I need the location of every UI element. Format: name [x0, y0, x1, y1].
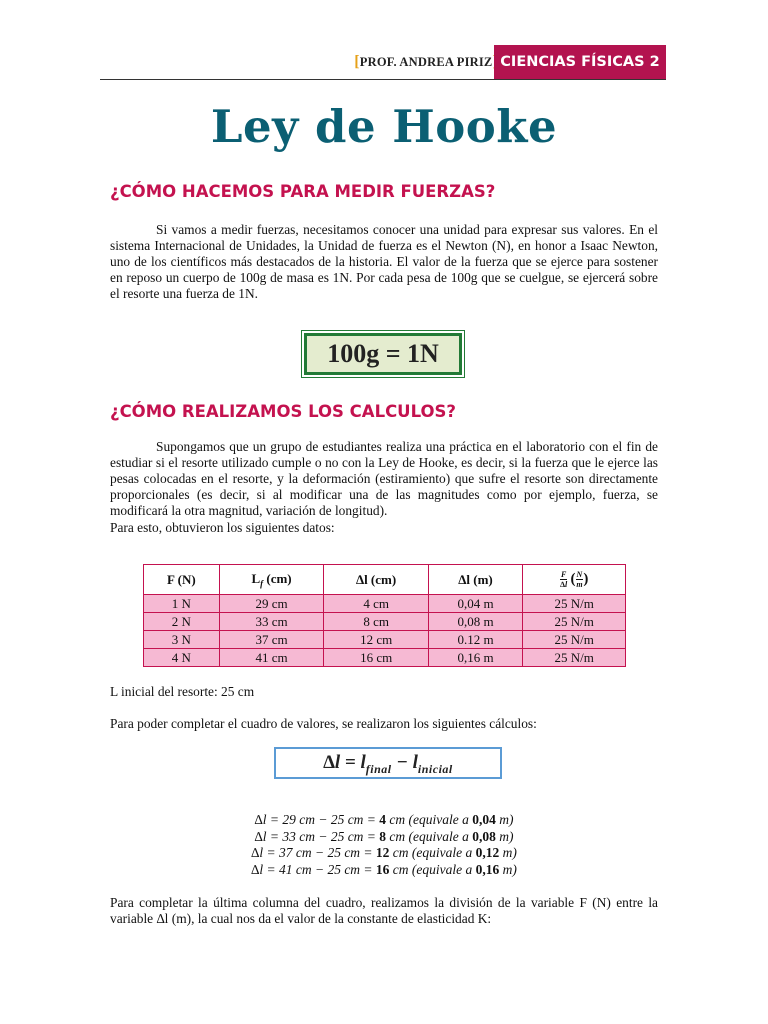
header-constant: $\frac{F}{\Delta l}$ ( $\frac{N}{m}$)	[523, 565, 626, 595]
calc-unit: cm	[386, 828, 409, 844]
header-divider	[100, 79, 666, 80]
header-delta-m: ∆l (m)	[428, 565, 522, 595]
table-cell: 25 N/m	[523, 631, 626, 649]
header-lf-unit: (cm)	[263, 570, 292, 586]
formula-initial-sub: inicial	[417, 761, 453, 776]
table-cell: 29 cm	[219, 595, 324, 613]
calc-intro-text: Para poder completar el cuadro de valores, se realizaron los siguientes cálculos:	[110, 716, 537, 731]
page-title: Ley de Hooke	[210, 100, 558, 153]
table-cell: 37 cm	[219, 631, 324, 649]
data-intro-text: Para esto, obtuvieron los siguientes datos:	[110, 520, 335, 535]
highlight-box: 100g = 1N	[304, 333, 462, 375]
calc-line	[0, 812, 768, 829]
calc-note: (equivale a	[408, 812, 473, 827]
calc-unit: cm	[389, 845, 412, 860]
calc-note-close: m)	[499, 861, 517, 877]
table-cell: 16 cm	[324, 649, 428, 667]
header-k-unit-den: m	[576, 580, 583, 589]
formula-lhs: ∆l = l	[323, 752, 366, 773]
header-k-fraction	[560, 570, 567, 589]
table-row	[144, 595, 626, 613]
table-cell: 12 cm	[324, 631, 428, 649]
header-force: F (N)	[144, 565, 220, 595]
table-row	[144, 613, 626, 631]
table-cell: 4 cm	[324, 595, 428, 613]
calc-expr: ∆l = 37 cm − 25 cm =	[251, 845, 376, 860]
calc-note: (equivale a	[408, 828, 473, 844]
header-delta-cm: ∆l (cm)	[324, 565, 428, 595]
table-cell: 8 cm	[324, 613, 428, 631]
calc-result: 12	[375, 845, 390, 860]
course-badge: CIENCIAS FÍSICAS 2	[494, 45, 666, 79]
table-cell: 2 N	[144, 613, 220, 631]
table-row	[144, 649, 626, 667]
calc-note-value: 0,08	[472, 828, 496, 844]
table-cell: 0,04 m	[428, 595, 522, 613]
table-cell: 0.12 m	[428, 631, 522, 649]
calc-expr: ∆l = 33 cm − 25 cm =	[254, 828, 380, 844]
calc-result: 8	[379, 828, 387, 844]
closing-paragraph: Para completar la última columna del cuadro, realizamos la división de la variable F (N) entre la variable ∆l (m), la cual nos da el valor de la constante de elasticidad K:	[110, 895, 658, 926]
calc-expr: ∆l = 29 cm − 25 cm =	[254, 812, 380, 827]
calculation-lines	[0, 812, 768, 878]
table-cell: 0,16 m	[428, 649, 522, 667]
table-cell: 1 N	[144, 595, 220, 613]
calc-note: (equivale a	[411, 861, 476, 877]
section2-paragraph: Supongamos que un grupo de estudiantes realiza una práctica en el laboratorio con el fin de estudiar si el resorte utilizado cumple o no con la Ley de Hooke, es decir, si la fuerza que le ejerce las pesas colocadas en el resorte, y la deformación (estiramiento) que sufre el resorte son directamente proporcionales (es decir, si al modificar una de las magnitudes como por ejemplo, fuerza, se modificará la otra magnitud, variación de longitud).	[110, 439, 658, 518]
table-cell: 0,08 m	[428, 613, 522, 631]
calc-note: (equivale a	[411, 845, 476, 860]
header-lf-main: L	[251, 570, 261, 586]
table-row	[144, 631, 626, 649]
formula-minus: − l	[391, 752, 418, 773]
calc-note-close: m)	[495, 828, 514, 844]
open-bracket: [	[354, 53, 360, 70]
author-name: PROF. ANDREA PIRIZ	[359, 55, 493, 69]
table-cell: 25 N/m	[523, 649, 626, 667]
table-cell: 3 N	[144, 631, 220, 649]
header-k-num: F	[560, 570, 567, 579]
section-heading-measure-forces: ¿CÓMO HACEMOS PARA MEDIR FUERZAS?	[110, 182, 496, 201]
header-k-den: ∆l	[560, 580, 568, 589]
table-cell: 41 cm	[219, 649, 324, 667]
table-cell: 33 cm	[219, 613, 324, 631]
table-header-row	[144, 565, 626, 595]
section-heading-calculations: ¿CÓMO REALIZAMOS LOS CALCULOS?	[110, 402, 456, 421]
calc-note-value: 0,16	[475, 861, 500, 877]
calc-unit: cm	[386, 812, 409, 827]
formula-box	[274, 747, 502, 779]
data-table	[143, 564, 626, 667]
calc-unit: cm	[389, 861, 412, 877]
initial-length-text: L inicial del resorte: 25 cm	[110, 684, 255, 699]
header-k-unit-num: N	[576, 570, 583, 579]
calc-line	[0, 845, 768, 862]
calc-result: 16	[375, 861, 390, 877]
table-cell: 25 N/m	[523, 613, 626, 631]
calc-note-close: m)	[495, 812, 514, 827]
calc-expr: ∆l = 41 cm − 25 cm =	[251, 861, 376, 877]
calc-line	[0, 829, 768, 846]
calc-note-close: m)	[499, 845, 517, 860]
calc-note-value: 0,12	[475, 845, 500, 860]
header-lf-sub: f	[260, 578, 264, 589]
calc-line	[0, 862, 768, 879]
formula-final-sub: final	[365, 761, 392, 776]
table-cell: 4 N	[144, 649, 220, 667]
table-cell: 25 N/m	[523, 595, 626, 613]
calc-note-value: 0,04	[472, 812, 496, 827]
author-header	[354, 53, 498, 71]
calc-result: 4	[379, 812, 387, 827]
section1-paragraph: Si vamos a medir fuerzas, necesitamos conocer una unidad para expresar sus valores. En el sistema Internacional de Unidades, la Unidad de fuerza es el Newton (N), en honor a Isaac Newton, uno de los científicos más destacados de la historia. El valor de la fuerza que se ejerce para sostener en reposo un cuerpo de 100g de masa es 1N. Por cada pesa de 100g que se cuelgue, se ejercerá sobre el resorte una fuerza de 1N.	[110, 222, 658, 301]
header-final-length	[219, 565, 324, 595]
